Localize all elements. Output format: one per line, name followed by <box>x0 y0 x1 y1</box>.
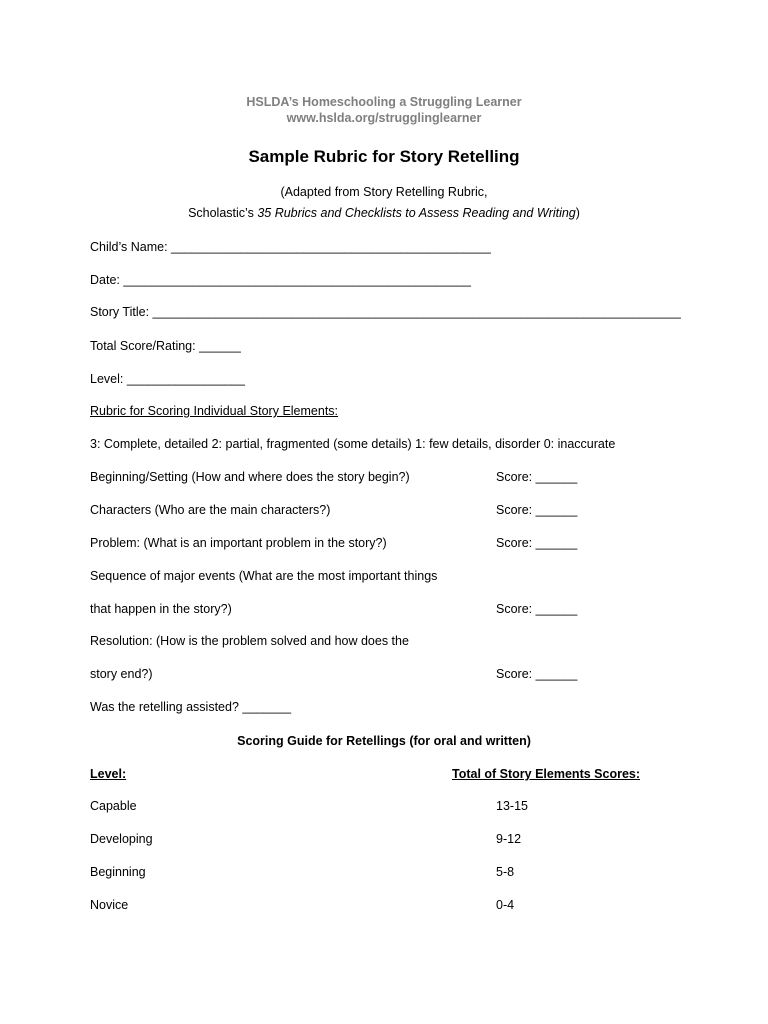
scale-line: 3: Complete, detailed 2: partial, fragmented (some details) 1: few details, disorder 0: inaccurate <box>90 437 616 451</box>
element-resolution-line-2: story end?) <box>90 667 153 681</box>
assisted-field: Was the retelling assisted? _______ <box>90 700 292 714</box>
page-title: Sample Rubric for Story Retelling <box>248 147 520 166</box>
guide-total-header: Total of Story Elements Scores: <box>452 767 641 781</box>
element-sequence-line-1: Sequence of major events (What are the most important things <box>90 569 438 583</box>
guide-row-level: Novice <box>90 898 129 912</box>
element-resolution-line-1: Resolution: (How is the problem solved and how does the <box>90 634 409 648</box>
element-problem: Problem: (What is an important problem in the story?) <box>90 536 387 550</box>
guide-row-range: 0-4 <box>496 898 515 912</box>
guide-row-level: Developing <box>90 832 153 846</box>
story-title-field: Story Title: ____________________________________________________________________________ <box>90 305 681 319</box>
header-url: www.hslda.org/strugglinglearner <box>286 111 482 125</box>
score-resolution: Score: ______ <box>496 667 578 681</box>
element-sequence-line-2: that happen in the story?) <box>90 602 232 616</box>
score-problem: Score: ______ <box>496 536 578 550</box>
score-sequence: Score: ______ <box>496 602 578 616</box>
guide-row-range: 5-8 <box>496 865 515 879</box>
total-score-field: Total Score/Rating: ______ <box>90 339 241 353</box>
guide-title: Scoring Guide for Retellings (for oral and written) <box>237 734 531 748</box>
header-org: HSLDA’s Homeschooling a Struggling Learner <box>246 95 522 109</box>
guide-level-header: Level: <box>90 767 127 781</box>
guide-row-range: 9-12 <box>496 832 522 846</box>
guide-row-level: Capable <box>90 799 137 813</box>
score-beginning: Score: ______ <box>496 470 578 484</box>
rubric-heading: Rubric for Scoring Individual Story Elements: <box>90 404 339 418</box>
child-name-field: Child’s Name: ______________________________________________ <box>90 240 491 254</box>
guide-row-range: 13-15 <box>496 799 528 813</box>
adapted-line-1: (Adapted from Story Retelling Rubric, <box>280 185 488 199</box>
element-beginning: Beginning/Setting (How and where does the story begin?) <box>90 470 410 484</box>
adapted-book-title: 35 Rubrics and Checklists to Assess Reading and Writing <box>257 206 576 220</box>
adapted-suffix: ) <box>575 206 580 220</box>
level-field: Level: _________________ <box>90 372 246 386</box>
adapted-prefix: Scholastic’s <box>188 206 258 220</box>
score-characters: Score: ______ <box>496 503 578 517</box>
date-field: Date: __________________________________________________ <box>90 273 471 287</box>
adapted-line-2 <box>0 206 768 220</box>
element-characters: Characters (Who are the main characters?) <box>90 503 331 517</box>
guide-row-level: Beginning <box>90 865 146 879</box>
